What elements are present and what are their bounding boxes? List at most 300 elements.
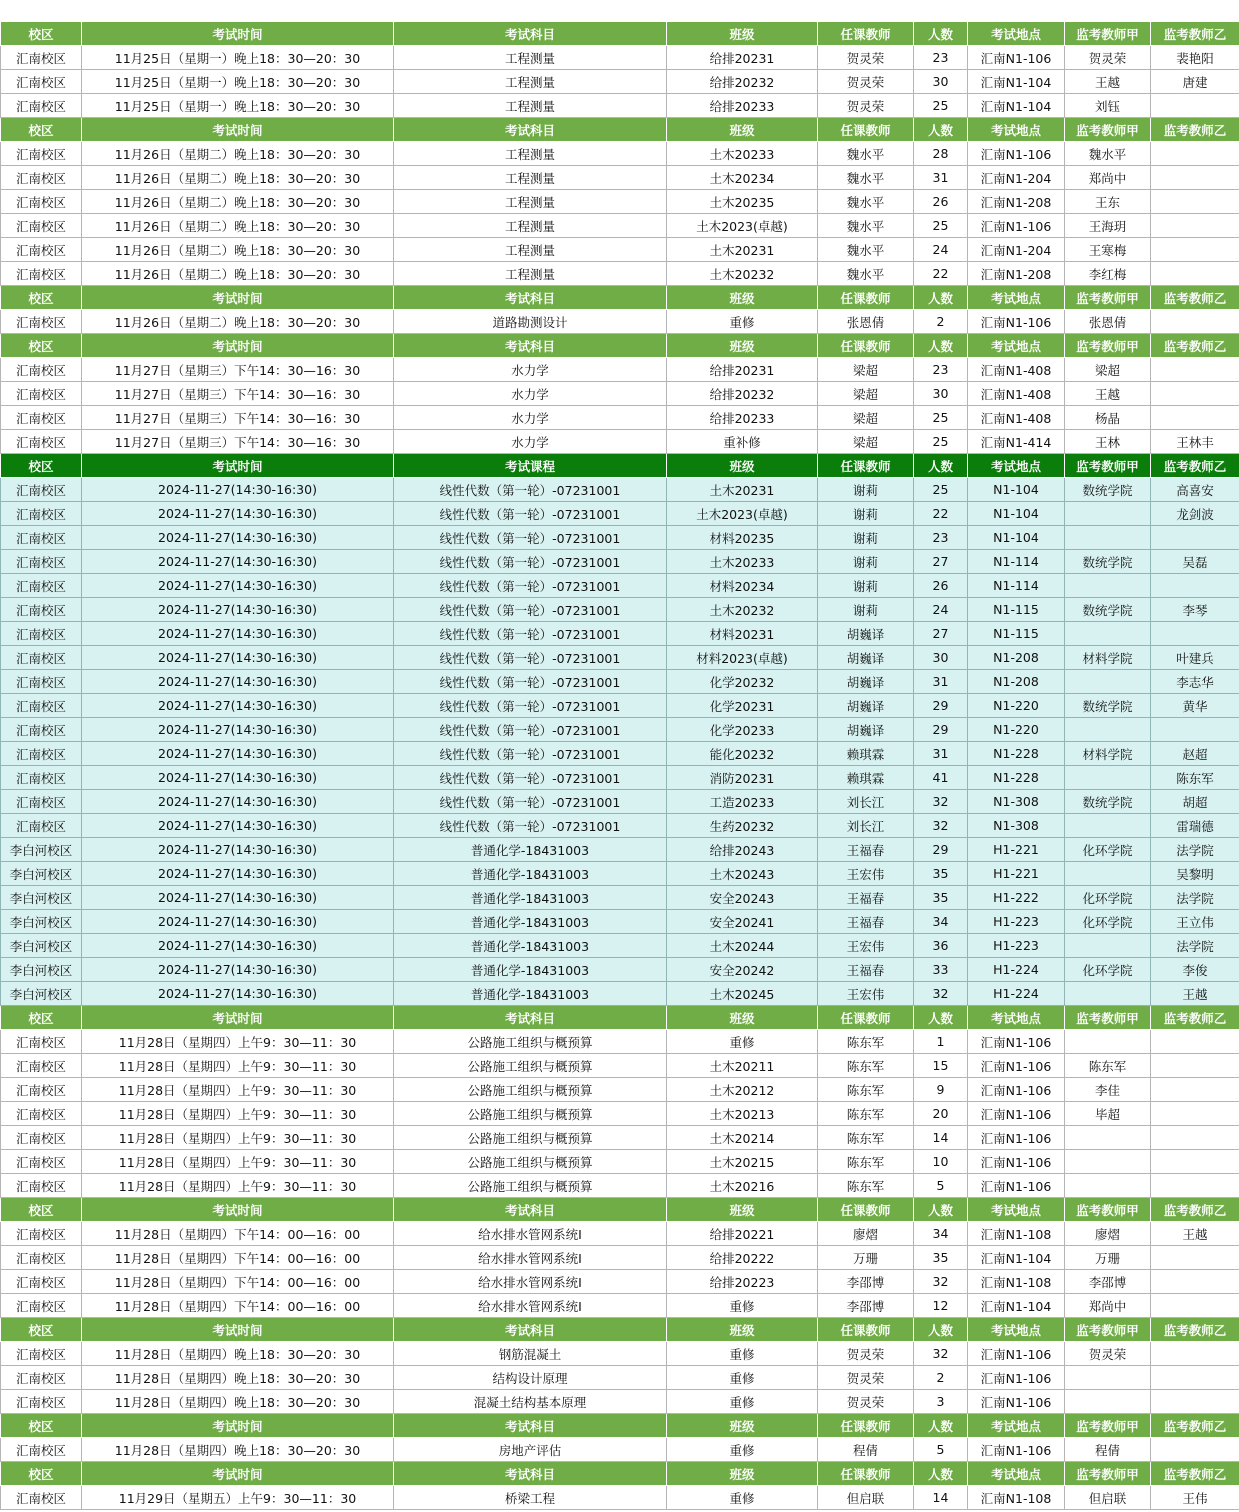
cell-teacher: 谢莉 xyxy=(818,550,914,574)
cell-class: 土木20211 xyxy=(667,1054,818,1078)
cell-class: 土木2023(卓越) xyxy=(667,502,818,526)
section-header-row xyxy=(1,1414,1239,1438)
cell-proctor-a xyxy=(1065,934,1151,958)
cell-campus: 汇南校区 xyxy=(1,550,82,574)
header-class: 班级 xyxy=(667,1198,818,1222)
header-exam-time: 考试时间 xyxy=(82,118,394,142)
cell-teacher: 贺灵荣 xyxy=(818,1390,914,1414)
cell-proctor-b: 王林丰 xyxy=(1151,430,1239,454)
cell-location: 汇南N1-106 xyxy=(968,1174,1065,1198)
header-subject: 考试科目 xyxy=(394,1462,667,1486)
cell-proctor-b: 法学院 xyxy=(1151,934,1239,958)
cell-subject: 普通化学-18431003 xyxy=(394,910,667,934)
cell-location: 汇南N1-106 xyxy=(968,1102,1065,1126)
cell-proctor-b xyxy=(1151,1150,1239,1174)
cell-exam-time: 11月28日（星期四）晚上18：30—20：30 xyxy=(82,1342,394,1366)
cell-proctor-b xyxy=(1151,94,1239,118)
header-teacher: 任课教师 xyxy=(818,22,914,46)
cell-proctor-a: 化环学院 xyxy=(1065,838,1151,862)
cell-proctor-b xyxy=(1151,718,1239,742)
cell-campus: 李白河校区 xyxy=(1,910,82,934)
cell-proctor-b xyxy=(1151,574,1239,598)
cell-exam-time: 2024-11-27(14:30-16:30) xyxy=(82,502,394,526)
cell-class: 化学20231 xyxy=(667,694,818,718)
cell-proctor-b xyxy=(1151,406,1239,430)
header-count: 人数 xyxy=(914,118,968,142)
cell-campus: 李白河校区 xyxy=(1,982,82,1006)
cell-teacher: 谢莉 xyxy=(818,502,914,526)
cell-location: N1-228 xyxy=(968,742,1065,766)
cell-count: 34 xyxy=(914,910,968,934)
cell-campus: 汇南校区 xyxy=(1,718,82,742)
cell-class: 土木20215 xyxy=(667,1150,818,1174)
cell-teacher: 谢莉 xyxy=(818,526,914,550)
cell-subject: 线性代数（第一轮）-07231001 xyxy=(394,478,667,502)
cell-count: 32 xyxy=(914,1270,968,1294)
cell-proctor-a: 数统学院 xyxy=(1065,598,1151,622)
cell-count: 25 xyxy=(914,430,968,454)
header-campus: 校区 xyxy=(1,1318,82,1342)
cell-count: 30 xyxy=(914,646,968,670)
cell-class: 生药20232 xyxy=(667,814,818,838)
cell-exam-time: 11月27日（星期三）下午14：30—16：30 xyxy=(82,358,394,382)
cell-exam-time: 2024-11-27(14:30-16:30) xyxy=(82,862,394,886)
cell-proctor-b: 法学院 xyxy=(1151,838,1239,862)
cell-exam-time: 11月25日（星期一）晚上18：30—20：30 xyxy=(82,46,394,70)
header-class: 班级 xyxy=(667,286,818,310)
cell-teacher: 王福春 xyxy=(818,886,914,910)
cell-class: 土木20233 xyxy=(667,142,818,166)
cell-location: N1-104 xyxy=(968,502,1065,526)
cell-subject: 工程测量 xyxy=(394,142,667,166)
cell-class: 土木2023(卓越) xyxy=(667,214,818,238)
cell-class: 土木20212 xyxy=(667,1078,818,1102)
cell-proctor-b: 李琴 xyxy=(1151,598,1239,622)
cell-exam-time: 11月27日（星期三）下午14：30—16：30 xyxy=(82,382,394,406)
header-subject: 考试科目 xyxy=(394,1414,667,1438)
header-proctor-b: 监考教师乙 xyxy=(1151,1318,1239,1342)
cell-proctor-a xyxy=(1065,502,1151,526)
cell-count: 25 xyxy=(914,214,968,238)
cell-class: 材料20231 xyxy=(667,622,818,646)
cell-campus: 汇南校区 xyxy=(1,1270,82,1294)
header-campus: 校区 xyxy=(1,1414,82,1438)
table-row xyxy=(1,550,1239,574)
header-proctor-b: 监考教师乙 xyxy=(1151,286,1239,310)
cell-class: 重补修 xyxy=(667,430,818,454)
cell-count: 32 xyxy=(914,982,968,1006)
cell-campus: 汇南校区 xyxy=(1,622,82,646)
header-class: 班级 xyxy=(667,22,818,46)
cell-proctor-a: 郑尚中 xyxy=(1065,166,1151,190)
cell-location: 汇南N1-104 xyxy=(968,1294,1065,1318)
cell-class: 给排20223 xyxy=(667,1270,818,1294)
table-row xyxy=(1,310,1239,334)
header-exam-time: 考试时间 xyxy=(82,454,394,478)
header-proctor-b: 监考教师乙 xyxy=(1151,454,1239,478)
cell-class: 土木20233 xyxy=(667,550,818,574)
cell-count: 24 xyxy=(914,238,968,262)
cell-subject: 公路施工组织与概预算 xyxy=(394,1102,667,1126)
header-proctor-a: 监考教师甲 xyxy=(1065,22,1151,46)
cell-subject: 结构设计原理 xyxy=(394,1366,667,1390)
cell-exam-time: 11月27日（星期三）下午14：30—16：30 xyxy=(82,430,394,454)
header-teacher: 任课教师 xyxy=(818,334,914,358)
cell-proctor-b: 王伟 xyxy=(1151,1486,1239,1510)
cell-campus: 汇南校区 xyxy=(1,1030,82,1054)
header-location: 考试地点 xyxy=(968,454,1065,478)
cell-class: 给排20233 xyxy=(667,406,818,430)
cell-location: 汇南N1-106 xyxy=(968,1438,1065,1462)
cell-subject: 工程测量 xyxy=(394,238,667,262)
cell-proctor-a: 化环学院 xyxy=(1065,910,1151,934)
cell-subject: 道路勘测设计 xyxy=(394,310,667,334)
cell-teacher: 王福春 xyxy=(818,958,914,982)
cell-exam-time: 2024-11-27(14:30-16:30) xyxy=(82,550,394,574)
cell-count: 35 xyxy=(914,862,968,886)
cell-proctor-b: 龙剑波 xyxy=(1151,502,1239,526)
cell-campus: 汇南校区 xyxy=(1,1054,82,1078)
header-proctor-a: 监考教师甲 xyxy=(1065,1318,1151,1342)
cell-subject: 公路施工组织与概预算 xyxy=(394,1174,667,1198)
cell-campus: 汇南校区 xyxy=(1,70,82,94)
header-exam-time: 考试时间 xyxy=(82,286,394,310)
cell-count: 27 xyxy=(914,550,968,574)
cell-proctor-b: 法学院 xyxy=(1151,886,1239,910)
cell-teacher: 赖琪霖 xyxy=(818,742,914,766)
cell-exam-time: 2024-11-27(14:30-16:30) xyxy=(82,982,394,1006)
cell-location: H1-221 xyxy=(968,838,1065,862)
cell-proctor-a: 王越 xyxy=(1065,70,1151,94)
cell-teacher: 梁超 xyxy=(818,406,914,430)
cell-count: 2 xyxy=(914,310,968,334)
cell-subject: 线性代数（第一轮）-07231001 xyxy=(394,502,667,526)
cell-class: 土木20214 xyxy=(667,1126,818,1150)
cell-teacher: 张恩倩 xyxy=(818,310,914,334)
cell-teacher: 王福春 xyxy=(818,910,914,934)
cell-class: 材料20234 xyxy=(667,574,818,598)
table-row xyxy=(1,70,1239,94)
cell-count: 31 xyxy=(914,742,968,766)
cell-exam-time: 11月26日（星期二）晚上18：30—20：30 xyxy=(82,262,394,286)
table-row xyxy=(1,1438,1239,1462)
header-proctor-a: 监考教师甲 xyxy=(1065,1006,1151,1030)
cell-count: 3 xyxy=(914,1390,968,1414)
cell-proctor-a: 数统学院 xyxy=(1065,790,1151,814)
cell-exam-time: 11月26日（星期二）晚上18：30—20：30 xyxy=(82,166,394,190)
cell-subject: 给水排水管网系统Ⅰ xyxy=(394,1294,667,1318)
table-row xyxy=(1,646,1239,670)
header-campus: 校区 xyxy=(1,334,82,358)
cell-exam-time: 11月28日（星期四）晚上18：30—20：30 xyxy=(82,1390,394,1414)
cell-count: 23 xyxy=(914,526,968,550)
cell-campus: 汇南校区 xyxy=(1,694,82,718)
table-row xyxy=(1,742,1239,766)
cell-exam-time: 2024-11-27(14:30-16:30) xyxy=(82,622,394,646)
cell-proctor-a xyxy=(1065,862,1151,886)
cell-teacher: 贺灵荣 xyxy=(818,1342,914,1366)
cell-proctor-a: 张恩倩 xyxy=(1065,310,1151,334)
cell-proctor-b xyxy=(1151,1078,1239,1102)
cell-teacher: 陈东军 xyxy=(818,1150,914,1174)
cell-location: 汇南N1-104 xyxy=(968,70,1065,94)
table-row xyxy=(1,814,1239,838)
cell-subject: 给水排水管网系统Ⅰ xyxy=(394,1270,667,1294)
cell-teacher: 李邵博 xyxy=(818,1294,914,1318)
cell-count: 22 xyxy=(914,262,968,286)
cell-campus: 汇南校区 xyxy=(1,382,82,406)
cell-exam-time: 2024-11-27(14:30-16:30) xyxy=(82,742,394,766)
cell-proctor-b: 李俊 xyxy=(1151,958,1239,982)
cell-class: 给排20233 xyxy=(667,94,818,118)
table-row xyxy=(1,46,1239,70)
table-row xyxy=(1,1102,1239,1126)
cell-count: 23 xyxy=(914,358,968,382)
cell-exam-time: 11月28日（星期四）上午9：30—11：30 xyxy=(82,1126,394,1150)
cell-proctor-b: 吴磊 xyxy=(1151,550,1239,574)
cell-class: 给排20221 xyxy=(667,1222,818,1246)
cell-teacher: 胡巍译 xyxy=(818,718,914,742)
table-row xyxy=(1,886,1239,910)
cell-location: N1-208 xyxy=(968,670,1065,694)
table-row xyxy=(1,1030,1239,1054)
header-campus: 校区 xyxy=(1,1006,82,1030)
cell-count: 32 xyxy=(914,790,968,814)
header-proctor-a: 监考教师甲 xyxy=(1065,118,1151,142)
cell-proctor-a xyxy=(1065,574,1151,598)
cell-count: 29 xyxy=(914,718,968,742)
cell-location: 汇南N1-408 xyxy=(968,358,1065,382)
cell-campus: 李白河校区 xyxy=(1,862,82,886)
cell-location: 汇南N1-106 xyxy=(968,310,1065,334)
cell-subject: 公路施工组织与概预算 xyxy=(394,1030,667,1054)
cell-subject: 普通化学-18431003 xyxy=(394,886,667,910)
cell-teacher: 李邵博 xyxy=(818,1270,914,1294)
header-class: 班级 xyxy=(667,1462,818,1486)
header-campus: 校区 xyxy=(1,22,82,46)
cell-proctor-b: 唐建 xyxy=(1151,70,1239,94)
cell-teacher: 魏水平 xyxy=(818,166,914,190)
cell-location: 汇南N1-106 xyxy=(968,1030,1065,1054)
cell-teacher: 王宏伟 xyxy=(818,934,914,958)
cell-subject: 工程测量 xyxy=(394,262,667,286)
header-proctor-b: 监考教师乙 xyxy=(1151,1006,1239,1030)
cell-location: 汇南N1-106 xyxy=(968,1150,1065,1174)
cell-proctor-b: 王越 xyxy=(1151,1222,1239,1246)
cell-teacher: 陈东军 xyxy=(818,1030,914,1054)
cell-campus: 汇南校区 xyxy=(1,1174,82,1198)
header-teacher: 任课教师 xyxy=(818,118,914,142)
cell-proctor-b xyxy=(1151,1054,1239,1078)
header-campus: 校区 xyxy=(1,1462,82,1486)
cell-proctor-b: 雷瑞德 xyxy=(1151,814,1239,838)
cell-exam-time: 2024-11-27(14:30-16:30) xyxy=(82,838,394,862)
cell-location: H1-223 xyxy=(968,910,1065,934)
cell-campus: 李白河校区 xyxy=(1,886,82,910)
cell-exam-time: 11月26日（星期二）晚上18：30—20：30 xyxy=(82,238,394,262)
cell-subject: 线性代数（第一轮）-07231001 xyxy=(394,646,667,670)
header-teacher: 任课教师 xyxy=(818,1462,914,1486)
header-class: 班级 xyxy=(667,1414,818,1438)
cell-class: 化学20232 xyxy=(667,670,818,694)
section-header-row xyxy=(1,1006,1239,1030)
header-exam-time: 考试时间 xyxy=(82,22,394,46)
cell-class: 工造20233 xyxy=(667,790,818,814)
table-row xyxy=(1,1342,1239,1366)
cell-count: 31 xyxy=(914,166,968,190)
header-exam-time: 考试时间 xyxy=(82,1198,394,1222)
table-row xyxy=(1,574,1239,598)
header-exam-time: 考试时间 xyxy=(82,1414,394,1438)
cell-proctor-a xyxy=(1065,814,1151,838)
cell-location: 汇南N1-106 xyxy=(968,214,1065,238)
cell-subject: 普通化学-18431003 xyxy=(394,982,667,1006)
cell-proctor-b xyxy=(1151,310,1239,334)
cell-subject: 水力学 xyxy=(394,430,667,454)
header-class: 班级 xyxy=(667,1006,818,1030)
cell-subject: 线性代数（第一轮）-07231001 xyxy=(394,670,667,694)
cell-teacher: 魏水平 xyxy=(818,262,914,286)
cell-class: 重修 xyxy=(667,1390,818,1414)
table-row xyxy=(1,1390,1239,1414)
cell-class: 材料20235 xyxy=(667,526,818,550)
cell-subject: 线性代数（第一轮）-07231001 xyxy=(394,550,667,574)
cell-location: N1-220 xyxy=(968,718,1065,742)
cell-exam-time: 2024-11-27(14:30-16:30) xyxy=(82,694,394,718)
table-row xyxy=(1,1270,1239,1294)
cell-campus: 汇南校区 xyxy=(1,598,82,622)
header-proctor-a: 监考教师甲 xyxy=(1065,1414,1151,1438)
cell-teacher: 廖熠 xyxy=(818,1222,914,1246)
cell-exam-time: 11月28日（星期四）晚上18：30—20：30 xyxy=(82,1438,394,1462)
table-row xyxy=(1,1078,1239,1102)
cell-subject: 公路施工组织与概预算 xyxy=(394,1150,667,1174)
section-header-row xyxy=(1,1462,1239,1486)
cell-proctor-b: 裴艳阳 xyxy=(1151,46,1239,70)
cell-teacher: 万珊 xyxy=(818,1246,914,1270)
cell-proctor-a: 材料学院 xyxy=(1065,646,1151,670)
header-exam-time: 考试时间 xyxy=(82,1318,394,1342)
table-row xyxy=(1,838,1239,862)
cell-campus: 汇南校区 xyxy=(1,1126,82,1150)
cell-proctor-b: 胡超 xyxy=(1151,790,1239,814)
cell-exam-time: 2024-11-27(14:30-16:30) xyxy=(82,790,394,814)
cell-class: 给排20231 xyxy=(667,358,818,382)
cell-proctor-a xyxy=(1065,622,1151,646)
cell-class: 给排20243 xyxy=(667,838,818,862)
cell-campus: 汇南校区 xyxy=(1,574,82,598)
cell-location: 汇南N1-106 xyxy=(968,46,1065,70)
header-teacher: 任课教师 xyxy=(818,1414,914,1438)
cell-teacher: 陈东军 xyxy=(818,1054,914,1078)
cell-subject: 线性代数（第一轮）-07231001 xyxy=(394,742,667,766)
cell-campus: 汇南校区 xyxy=(1,526,82,550)
cell-campus: 汇南校区 xyxy=(1,670,82,694)
cell-location: N1-104 xyxy=(968,478,1065,502)
cell-class: 安全20242 xyxy=(667,958,818,982)
cell-location: N1-115 xyxy=(968,598,1065,622)
cell-class: 重修 xyxy=(667,1486,818,1510)
header-location: 考试地点 xyxy=(968,22,1065,46)
cell-proctor-a: 化环学院 xyxy=(1065,886,1151,910)
cell-proctor-b xyxy=(1151,1030,1239,1054)
cell-teacher: 王福春 xyxy=(818,838,914,862)
cell-subject: 钢筋混凝土 xyxy=(394,1342,667,1366)
cell-proctor-b xyxy=(1151,382,1239,406)
cell-proctor-a: 郑尚中 xyxy=(1065,1294,1151,1318)
table-row xyxy=(1,1246,1239,1270)
header-proctor-b: 监考教师乙 xyxy=(1151,1462,1239,1486)
cell-exam-time: 11月26日（星期二）晚上18：30—20：30 xyxy=(82,310,394,334)
cell-teacher: 贺灵荣 xyxy=(818,46,914,70)
cell-location: 汇南N1-106 xyxy=(968,1126,1065,1150)
cell-location: 汇南N1-106 xyxy=(968,1078,1065,1102)
cell-location: 汇南N1-414 xyxy=(968,430,1065,454)
cell-class: 能化20232 xyxy=(667,742,818,766)
cell-exam-time: 2024-11-27(14:30-16:30) xyxy=(82,910,394,934)
header-exam-time: 考试时间 xyxy=(82,1462,394,1486)
cell-teacher: 梁超 xyxy=(818,430,914,454)
cell-proctor-a: 程倩 xyxy=(1065,1438,1151,1462)
cell-proctor-a xyxy=(1065,670,1151,694)
cell-proctor-a xyxy=(1065,982,1151,1006)
cell-proctor-b xyxy=(1151,1390,1239,1414)
header-location: 考试地点 xyxy=(968,286,1065,310)
cell-subject: 线性代数（第一轮）-07231001 xyxy=(394,814,667,838)
cell-count: 32 xyxy=(914,1342,968,1366)
cell-campus: 汇南校区 xyxy=(1,310,82,334)
table-row xyxy=(1,166,1239,190)
cell-exam-time: 11月28日（星期四）晚上18：30—20：30 xyxy=(82,1366,394,1390)
cell-exam-time: 11月28日（星期四）下午14：00—16：00 xyxy=(82,1294,394,1318)
cell-count: 27 xyxy=(914,622,968,646)
cell-class: 土木20231 xyxy=(667,238,818,262)
cell-exam-time: 2024-11-27(14:30-16:30) xyxy=(82,718,394,742)
cell-subject: 工程测量 xyxy=(394,166,667,190)
cell-campus: 汇南校区 xyxy=(1,406,82,430)
header-proctor-b: 监考教师乙 xyxy=(1151,22,1239,46)
cell-campus: 汇南校区 xyxy=(1,1486,82,1510)
cell-class: 安全20241 xyxy=(667,910,818,934)
cell-count: 26 xyxy=(914,190,968,214)
cell-subject: 工程测量 xyxy=(394,214,667,238)
cell-class: 重修 xyxy=(667,1294,818,1318)
cell-location: H1-224 xyxy=(968,958,1065,982)
cell-campus: 汇南校区 xyxy=(1,1390,82,1414)
cell-proctor-b xyxy=(1151,1342,1239,1366)
cell-teacher: 贺灵荣 xyxy=(818,1366,914,1390)
cell-count: 32 xyxy=(914,814,968,838)
header-proctor-b: 监考教师乙 xyxy=(1151,1414,1239,1438)
cell-proctor-b: 黄华 xyxy=(1151,694,1239,718)
table-row xyxy=(1,142,1239,166)
cell-exam-time: 11月28日（星期四）上午9：30—11：30 xyxy=(82,1102,394,1126)
cell-count: 30 xyxy=(914,382,968,406)
cell-count: 5 xyxy=(914,1438,968,1462)
cell-location: N1-114 xyxy=(968,550,1065,574)
cell-class: 重修 xyxy=(667,1366,818,1390)
header-proctor-b: 监考教师乙 xyxy=(1151,334,1239,358)
cell-count: 36 xyxy=(914,934,968,958)
header-count: 人数 xyxy=(914,1318,968,1342)
cell-location: H1-224 xyxy=(968,982,1065,1006)
cell-exam-time: 2024-11-27(14:30-16:30) xyxy=(82,526,394,550)
cell-proctor-b xyxy=(1151,190,1239,214)
cell-proctor-b xyxy=(1151,1102,1239,1126)
cell-location: 汇南N1-106 xyxy=(968,1390,1065,1414)
header-location: 考试地点 xyxy=(968,118,1065,142)
cell-teacher: 陈东军 xyxy=(818,1126,914,1150)
